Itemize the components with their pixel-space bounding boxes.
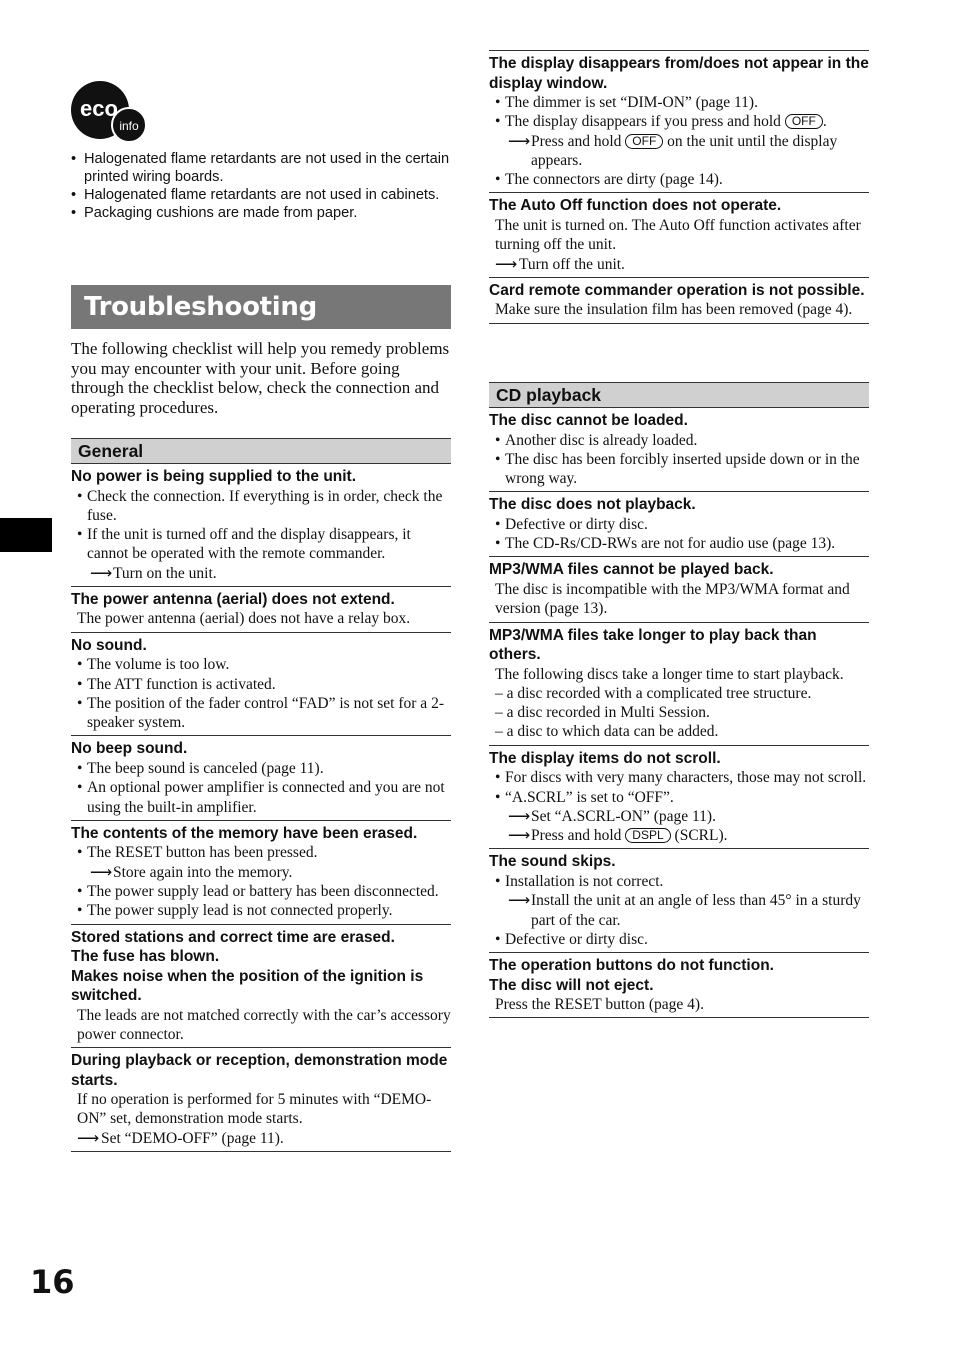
- problem-title: The display disappears from/does not appear in the display window.: [489, 55, 869, 92]
- cause-item: • The RESET button has been pressed.: [77, 843, 451, 862]
- problem-title: No sound.: [71, 636, 147, 654]
- off-button-label: OFF: [785, 114, 823, 129]
- remedy-line: ⟶ Press and hold OFF on the unit until the display appears.: [508, 132, 838, 169]
- cause-dash-item: – a disc recorded with a complicated tree structure.: [495, 684, 812, 702]
- problem-title: The Auto Off function does not operate.: [489, 197, 782, 215]
- arrow-icon: ⟶: [508, 807, 531, 825]
- cause-text: The following discs take a longer time to start playback.: [495, 665, 844, 683]
- remedy-line: ⟶ Set “A.SCRL-ON” (page 11).: [508, 807, 716, 825]
- cause-item: • The position of the fader control “FAD” is not set for a 2-speaker system.: [77, 694, 451, 733]
- remedy-line: ⟶ Turn on the unit.: [90, 564, 217, 582]
- eco-item: • Packaging cushions are made from paper.: [71, 204, 451, 222]
- remedy-line: ⟶ Set “DEMO-OFF” (page 11).: [77, 1129, 284, 1147]
- general-block-stored-stations: [71, 925, 451, 1049]
- remedy-line: ⟶ Install the unit at an angle of less than 45° in a sturdy part of the car.: [508, 892, 861, 929]
- problem-title: Makes noise when the position of the ignition is switched.: [71, 967, 424, 1005]
- remedy-line: ⟶ Press and hold DSPL (SCRL).: [508, 827, 728, 845]
- eco-item: • Halogenated flame retardants are not used in the certain printed wiring boards.: [71, 150, 451, 186]
- arrow-icon: ⟶: [508, 892, 531, 910]
- problem-title: The display items do not scroll.: [489, 749, 721, 767]
- arrow-icon: ⟶: [90, 863, 113, 881]
- cause-dash-item: – a disc to which data can be added.: [495, 723, 719, 741]
- problem-title: The operation buttons do not function.: [489, 957, 774, 975]
- eco-item: • Halogenated flame retardants are not used in cabinets.: [71, 186, 451, 204]
- problem-title: MP3/WMA files cannot be played back.: [489, 561, 774, 579]
- cause-item: • The beep sound is canceled (page 11).: [77, 759, 451, 778]
- arrow-icon: ⟶: [77, 1129, 100, 1147]
- problem-title: Card remote commander operation is not possible.: [489, 281, 865, 299]
- page-number: 16: [30, 1263, 75, 1301]
- cause-item: • An optional power amplifier is connected and you are not using the built-in amplifier.: [77, 778, 451, 817]
- cause-item: • Installation is not correct.: [495, 872, 869, 891]
- cause-text: The unit is turned on. The Auto Off function activates after turning off the unit.: [495, 216, 861, 254]
- troubleshooting-title: Troubleshooting: [71, 285, 451, 329]
- cause-dash-item: – a disc recorded in Multi Session.: [495, 704, 710, 722]
- cause-item: • The display disappears if you press and hold OFF .: [495, 112, 869, 131]
- general-continued: [489, 50, 869, 324]
- cause-item: • The volume is too low.: [77, 655, 451, 674]
- general-block-card-remote: [489, 278, 869, 324]
- cause-item: • The connectors are dirty (page 14).: [495, 170, 869, 189]
- problem-title: The power antenna (aerial) does not extend.: [71, 590, 395, 608]
- problem-title: No beep sound.: [71, 740, 188, 758]
- problem-title: The disc will not eject.: [489, 976, 654, 994]
- cd-block-no-scroll: [489, 746, 869, 850]
- cause-item: • Defective or dirty disc.: [495, 930, 869, 949]
- general-block-memory: [71, 821, 451, 925]
- general-block-display: [489, 50, 869, 193]
- problem-title: The sound skips.: [489, 853, 616, 871]
- cause-text: Press the RESET button (page 4).: [495, 996, 704, 1014]
- problem-title: No power is being supplied to the unit.: [71, 468, 357, 485]
- problem-title: The disc cannot be loaded.: [489, 412, 688, 429]
- general-block-no-beep: [71, 736, 451, 820]
- general-block-no-sound: [71, 633, 451, 737]
- problem-title: MP3/WMA files take longer to play back than others.: [489, 626, 817, 664]
- cd-playback-heading: CD playback: [489, 382, 869, 408]
- cd-block-buttons: [489, 953, 869, 1018]
- arrow-icon: ⟶: [508, 827, 531, 845]
- general-section: [71, 438, 451, 1152]
- cause-text: The leads are not matched correctly with the car’s accessory power connector.: [77, 1006, 451, 1043]
- svg-text:eco: eco: [80, 96, 118, 121]
- section-tab-marker: [0, 518, 52, 552]
- cause-text: The power antenna (aerial) does not have a relay box.: [77, 610, 411, 628]
- cause-item: • “A.SCRL” is set to “OFF”.: [495, 788, 869, 807]
- cd-block-cannot-load: [489, 408, 869, 492]
- cause-text: The disc is incompatible with the MP3/WMA format and version (page 13).: [495, 580, 850, 618]
- cause-item: • The power supply lead or battery has been disconnected.: [77, 882, 451, 901]
- general-block-demo: [71, 1048, 451, 1152]
- arrow-icon: ⟶: [90, 564, 113, 582]
- cause-text: If no operation is performed for 5 minutes with “DEMO-ON” set, demonstration mode starts.: [77, 1091, 432, 1128]
- remedy-line: ⟶ Turn off the unit.: [495, 255, 625, 273]
- cause-item: • Another disc is already loaded.: [495, 431, 869, 450]
- svg-text:info: info: [119, 119, 139, 133]
- cause-item: • For discs with very many characters, those may not scroll.: [495, 768, 869, 787]
- general-heading: General: [71, 438, 451, 464]
- problem-title: The fuse has blown.: [71, 948, 220, 966]
- cause-item: • The ATT function is activated.: [77, 675, 451, 694]
- cause-item: • The dimmer is set “DIM-ON” (page 11).: [495, 93, 869, 112]
- arrow-icon: ⟶: [508, 132, 531, 150]
- remedy-line: ⟶ Store again into the memory.: [90, 863, 293, 881]
- eco-info-list: [71, 150, 451, 222]
- off-button-label: OFF: [625, 134, 663, 149]
- cd-playback-section: [489, 382, 869, 1018]
- problem-title: Stored stations and correct time are erased.: [71, 928, 395, 946]
- general-block-power: [71, 464, 451, 587]
- cd-block-mp3-longer: [489, 623, 869, 746]
- dspl-button-label: DSPL: [625, 828, 670, 843]
- problem-title: The contents of the memory have been erased.: [71, 824, 418, 842]
- cause-item: • The CD-Rs/CD-RWs are not for audio use (page 13).: [495, 534, 869, 553]
- general-block-antenna: [71, 587, 451, 633]
- cause-item: • The power supply lead is not connected properly.: [77, 901, 451, 920]
- cd-block-sound-skips: [489, 849, 869, 953]
- cd-block-mp3-cannot-play: [489, 557, 869, 622]
- cd-block-no-playback: [489, 492, 869, 557]
- general-block-auto-off: [489, 193, 869, 277]
- troubleshooting-intro: The following checklist will help you remedy problems you may encounter with your unit. Before going through the checklist below, check the connection and operating procedures.: [71, 339, 450, 417]
- problem-title: The disc does not playback.: [489, 496, 696, 514]
- eco-info-logo-icon: [71, 80, 151, 146]
- cause-item: • If the unit is turned off and the display disappears, it cannot be operated with the remote commander.: [77, 525, 451, 564]
- arrow-icon: ⟶: [495, 255, 518, 273]
- problem-title: During playback or reception, demonstration mode starts.: [71, 1052, 448, 1089]
- cause-item: • Check the connection. If everything is in order, check the fuse.: [77, 487, 451, 526]
- cause-text: Make sure the insulation film has been removed (page 4).: [495, 301, 853, 319]
- cause-item: • The disc has been forcibly inserted upside down or in the wrong way.: [495, 450, 869, 489]
- cause-item: • Defective or dirty disc.: [495, 515, 869, 534]
